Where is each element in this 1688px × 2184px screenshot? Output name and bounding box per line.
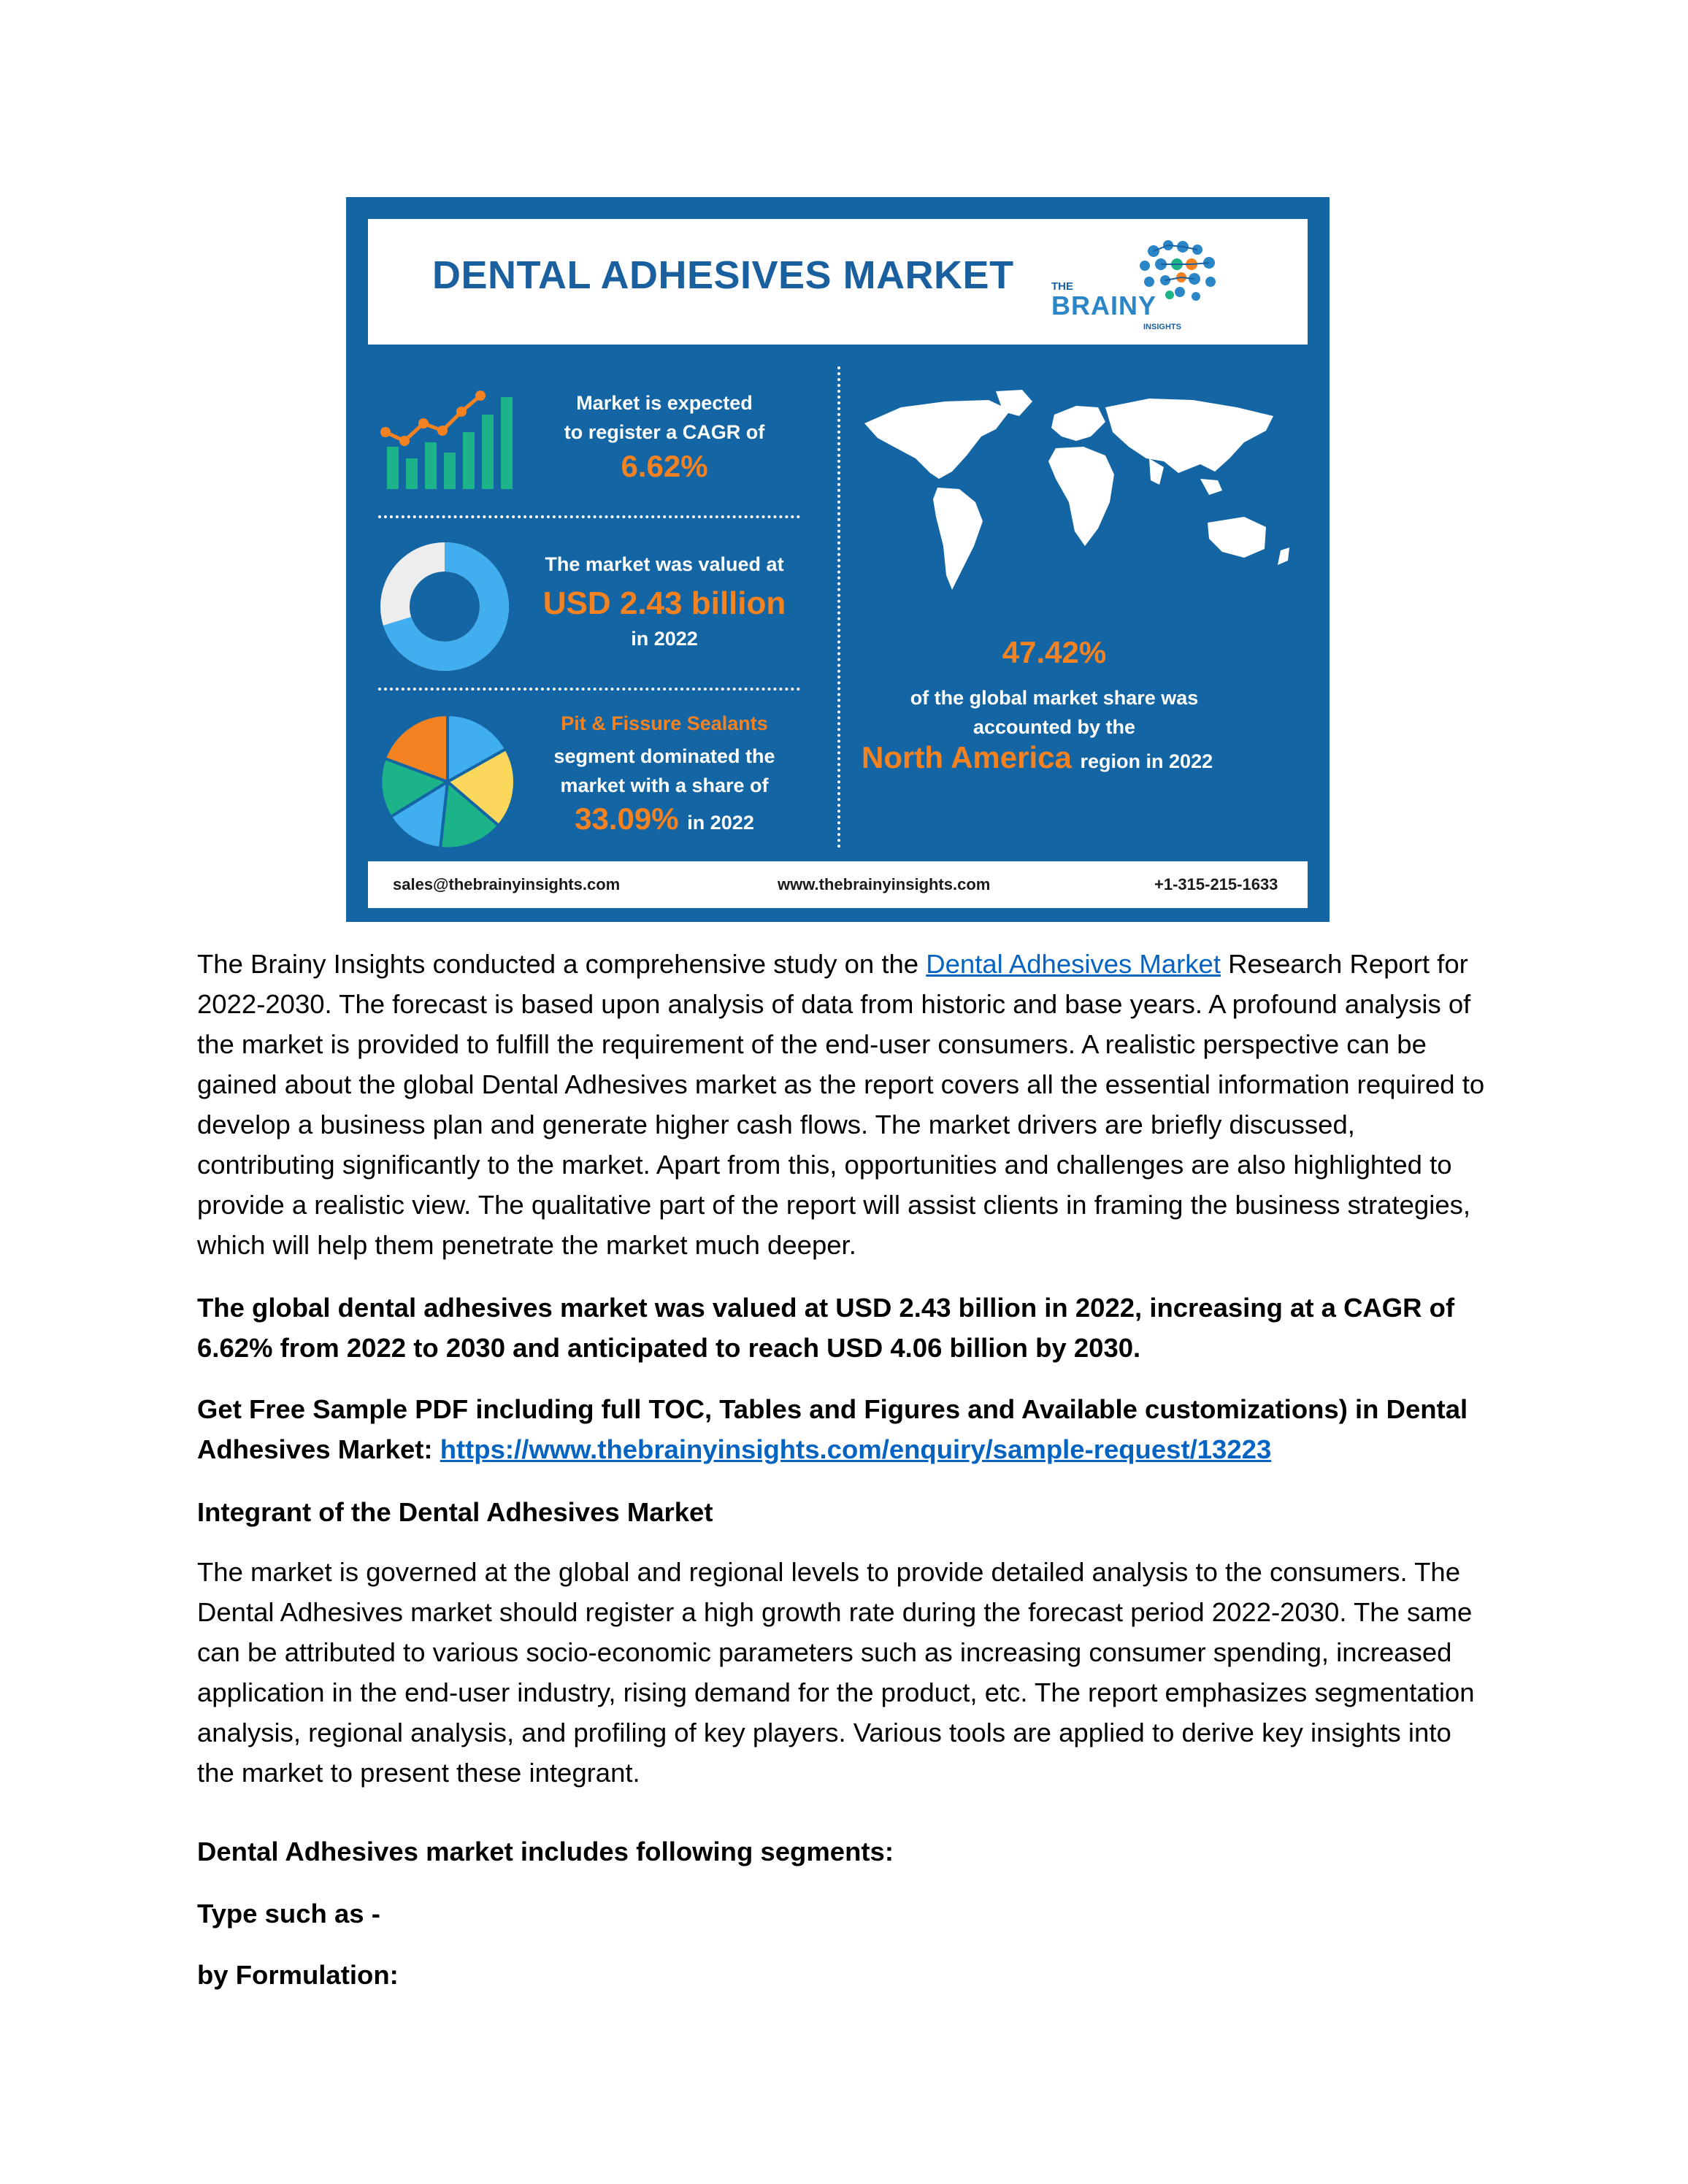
region-text-line2: accounted by the	[972, 716, 1136, 738]
region-suffix: region in 2022	[1080, 750, 1213, 772]
section-divider	[378, 515, 800, 518]
infographic-title: DENTAL ADHESIVES MARKET	[432, 253, 1014, 297]
infographic-footer	[368, 861, 1308, 908]
cagr-text-line1: Market is expected	[576, 392, 753, 414]
cagr-text	[540, 388, 789, 447]
region-text-line1: of the global market share was	[910, 687, 1199, 709]
logo-the: THE	[1051, 280, 1073, 293]
region-row	[862, 740, 1270, 775]
valuation-value: USD 2.43 billion	[542, 585, 786, 621]
segment-value: 33.09%	[575, 801, 679, 836]
logo-insights: INSIGHTS	[1143, 323, 1181, 331]
segment-text	[529, 742, 800, 800]
intro-paragraph	[197, 944, 1491, 1265]
growth-chart-icon	[380, 388, 523, 491]
footer-website: www.thebrainyinsights.com	[778, 875, 991, 893]
cagr-text-line2: to register a CAGR of	[564, 421, 765, 443]
valuation-text: The market was valued at	[545, 553, 784, 575]
section-divider	[378, 688, 800, 691]
sample-request-paragraph	[197, 1389, 1491, 1469]
cagr-value: 6.62%	[621, 449, 708, 483]
footer-phone: +1-315-215-1633	[1154, 875, 1278, 893]
integrant-paragraph: The market is governed at the global and regional levels to provide detailed analysis to the consumers. The Dental Adhesives market should register a high growth rate during the forecast period 2022-2030. The same can be attributed to various socio-economic parameters such as increasing consumer spending, increased application in the end-user industry, rising demand for the product, etc. The report emphasizes segmentation analysis, regional analysis, and profiling of key players. Various tools are applied to derive key insights into the market to present these integrant.	[197, 1557, 1475, 1788]
pie-chart-icon	[378, 712, 517, 851]
segment-text-line2: market with a share of	[560, 774, 769, 796]
donut-chart-icon	[378, 540, 511, 673]
world-map-icon	[857, 385, 1295, 619]
region-name: North America	[862, 740, 1072, 774]
infographic-header	[368, 219, 1308, 345]
footer-email: sales@thebrainyinsights.com	[393, 875, 621, 893]
valuation-year: in 2022	[631, 628, 698, 650]
segment-value-row	[529, 801, 800, 837]
dental-adhesives-market-link[interactable]: Dental Adhesives Market	[926, 949, 1221, 979]
segment-year: in 2022	[687, 812, 754, 834]
sample-request-text: Get Free Sample PDF including full TOC, Tables and Figures and Available customizations) in Dental Adhesives Market:	[197, 1394, 1468, 1464]
segments-heading: Dental Adhesives market includes following segments:	[197, 1837, 894, 1866]
market-summary-paragraph: The global dental adhesives market was valued at USD 2.43 billion in 2022, increasing at a CAGR of 6.62% from 2022 to 2030 and anticipated to reach USD 4.06 billion by 2030.	[197, 1293, 1455, 1363]
region-share-value: 47.42%	[1002, 635, 1107, 669]
type-heading: Type such as -	[197, 1899, 380, 1929]
section-heading-integrant: Integrant of the Dental Adhesives Market	[197, 1497, 713, 1527]
sample-request-link[interactable]: https://www.thebrainyinsights.com/enquiry/sample-request/13223	[440, 1434, 1272, 1464]
region-text	[879, 683, 1229, 742]
logo-brainy: BRAINY	[1051, 291, 1157, 320]
intro-text-end: Research Report for 2022-2030. The forecast is based upon analysis of data from historic and base years. A profound analysis of the market is provided to fulfill the requirement of the end-user consumers. A realistic perspective can be gained about the global Dental Adhesives market as the report covers all the essential information required to develop a business plan and generate higher cash flows. The market drivers are briefly discussed, contributing significantly to the market. Apart from this, opportunities and challenges are also highlighted to provide a realistic view. The qualitative part of the report will assist clients in framing the business strategies, which will help them penetrate the market much deeper.	[197, 949, 1485, 1260]
brainy-insights-logo	[1051, 234, 1241, 336]
segment-name: Pit & Fissure Sealants	[561, 712, 768, 734]
formulation-heading: by Formulation:	[197, 1960, 399, 1990]
infographic	[346, 197, 1330, 922]
intro-text-start: The Brainy Insights conducted a comprehensive study on the	[197, 949, 927, 979]
vertical-divider	[837, 366, 840, 848]
segment-text-line1: segment dominated the	[553, 745, 775, 767]
